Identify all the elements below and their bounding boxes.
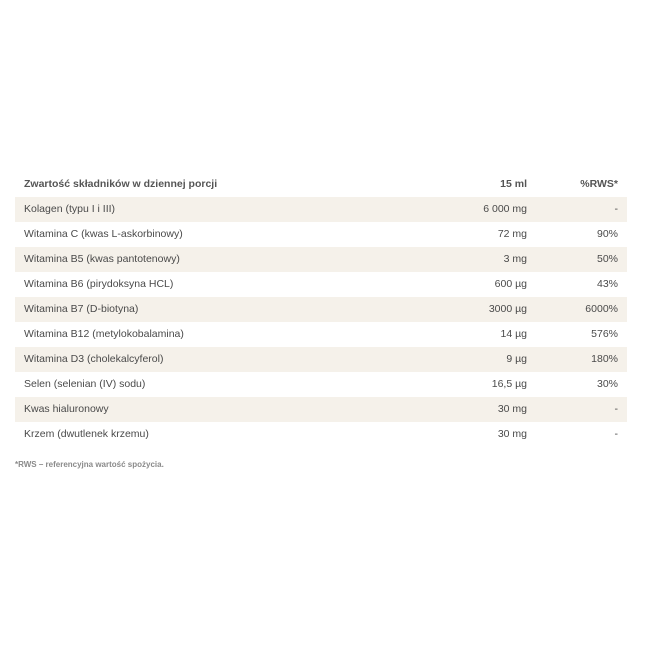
ingredient-rws: 43% [527, 272, 627, 297]
ingredient-rws: 6000% [527, 297, 627, 322]
ingredient-rws: - [527, 397, 627, 422]
ingredient-dose: 14 µg [415, 322, 527, 347]
ingredient-dose: 9 µg [415, 347, 527, 372]
ingredient-name: Kolagen (typu I i III) [15, 197, 415, 222]
ingredient-rws: 180% [527, 347, 627, 372]
ingredient-name: Witamina B6 (pirydoksyna HCL) [15, 272, 415, 297]
nutrition-table [15, 171, 627, 447]
table-header [15, 171, 627, 197]
table-row [15, 372, 627, 397]
ingredient-dose: 3 mg [415, 247, 527, 272]
ingredient-dose: 3000 µg [415, 297, 527, 322]
rws-footnote: *RWS – referencyjna wartość spożycia. [15, 460, 164, 469]
ingredient-name: Witamina B5 (kwas pantotenowy) [15, 247, 415, 272]
header-ingredient: Zwartość składników w dziennej porcji [24, 177, 218, 190]
ingredient-rws: 576% [527, 322, 627, 347]
table-row [15, 272, 627, 297]
ingredient-name: Kwas hialuronowy [15, 397, 415, 422]
header-dose: 15 ml [500, 177, 527, 190]
ingredient-rws: - [527, 422, 627, 447]
ingredient-dose: 30 mg [415, 397, 527, 422]
ingredient-name: Selen (selenian (IV) sodu) [15, 372, 415, 397]
ingredient-dose: 16,5 µg [415, 372, 527, 397]
ingredient-rws: 50% [527, 247, 627, 272]
table-row [15, 297, 627, 322]
ingredient-name: Witamina B7 (D-biotyna) [15, 297, 415, 322]
ingredient-name: Krzem (dwutlenek krzemu) [15, 422, 415, 447]
ingredient-dose: 30 mg [415, 422, 527, 447]
table-row [15, 347, 627, 372]
ingredient-name: Witamina B12 (metylokobalamina) [15, 322, 415, 347]
table-row [15, 247, 627, 272]
header-row [15, 171, 627, 197]
table-row [15, 197, 627, 222]
table-row [15, 222, 627, 247]
table-row [15, 322, 627, 347]
ingredient-dose: 6 000 mg [415, 197, 527, 222]
table-row [15, 422, 627, 447]
ingredient-rws: - [527, 197, 627, 222]
ingredient-rws: 30% [527, 372, 627, 397]
ingredient-name: Witamina D3 (cholekalcyferol) [15, 347, 415, 372]
ingredient-rws: 90% [527, 222, 627, 247]
ingredient-dose: 72 mg [415, 222, 527, 247]
table-row [15, 397, 627, 422]
header-rws: %RWS* [580, 177, 618, 190]
ingredient-name: Witamina C (kwas L-askorbinowy) [15, 222, 415, 247]
table-body [15, 197, 627, 447]
ingredient-dose: 600 µg [415, 272, 527, 297]
